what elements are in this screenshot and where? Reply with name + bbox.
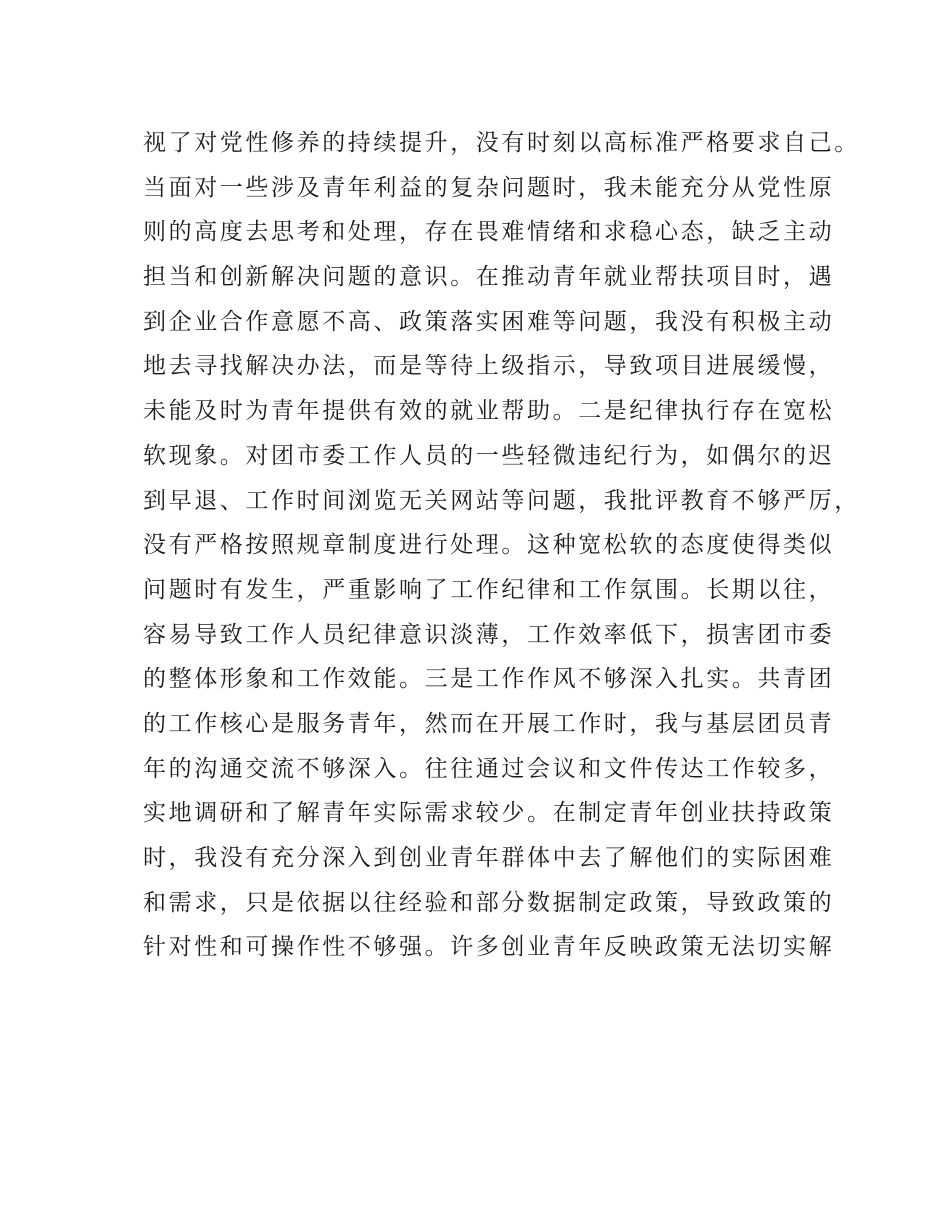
- text-line: 容易导致工作人员纪律意识淡薄，工作效率低下，损害团市委: [143, 621, 835, 648]
- text-line: 时，我没有充分深入到创业青年群体中去了解他们的实际困难: [143, 845, 835, 871]
- text-line: 没有严格按照规章制度进行处理。这种宽松软的态度使得类似: [143, 532, 835, 559]
- text-line: 实地调研和了解青年实际需求较少。在制定青年创业扶持政策: [143, 800, 835, 827]
- text-line: 视了对党性修养的持续提升，没有时刻以高标准严格要求自己。: [143, 130, 860, 156]
- text-line: 未能及时为青年提供有效的就业帮助。二是纪律执行存在宽松: [143, 398, 835, 425]
- text-line: 问题时有发生，严重影响了工作纪律和工作氛围。长期以往，: [143, 576, 835, 603]
- text-line: 到企业合作意愿不高、政策落实困难等问题，我没有积极主动: [143, 308, 835, 335]
- text-line: 和需求，只是依据以往经验和部分数据制定政策，导致政策的: [143, 889, 835, 916]
- text-line: 的工作核心是服务青年，然而在开展工作时，我与基层团员青: [143, 710, 835, 737]
- text-line: 当面对一些涉及青年利益的复杂问题时，我未能充分从党性原: [143, 174, 835, 201]
- text-line: 的整体形象和工作效能。三是工作作风不够深入扎实。共青团: [143, 666, 835, 693]
- text-line: 则的高度去思考和处理，存在畏难情绪和求稳心态，缺乏主动: [143, 219, 835, 246]
- text-line: 到早退、工作时间浏览无关网站等问题，我批评教育不够严厉，: [143, 487, 860, 514]
- text-line: 担当和创新解决问题的意识。在推动青年就业帮扶项目时，遇: [143, 264, 835, 291]
- text-line: 地去寻找解决办法，而是等待上级指示，导致项目进展缓慢，: [143, 353, 835, 380]
- text-line: 年的沟通交流不够深入。往往通过会议和文件传达工作较多，: [143, 755, 835, 782]
- text-line: 针对性和可操作性不够强。许多创业青年反映政策无法切实解: [143, 934, 835, 961]
- body-text: [143, 124, 860, 973]
- text-line: 软现象。对团市委工作人员的一些轻微违纪行为，如偶尔的迟: [143, 442, 835, 469]
